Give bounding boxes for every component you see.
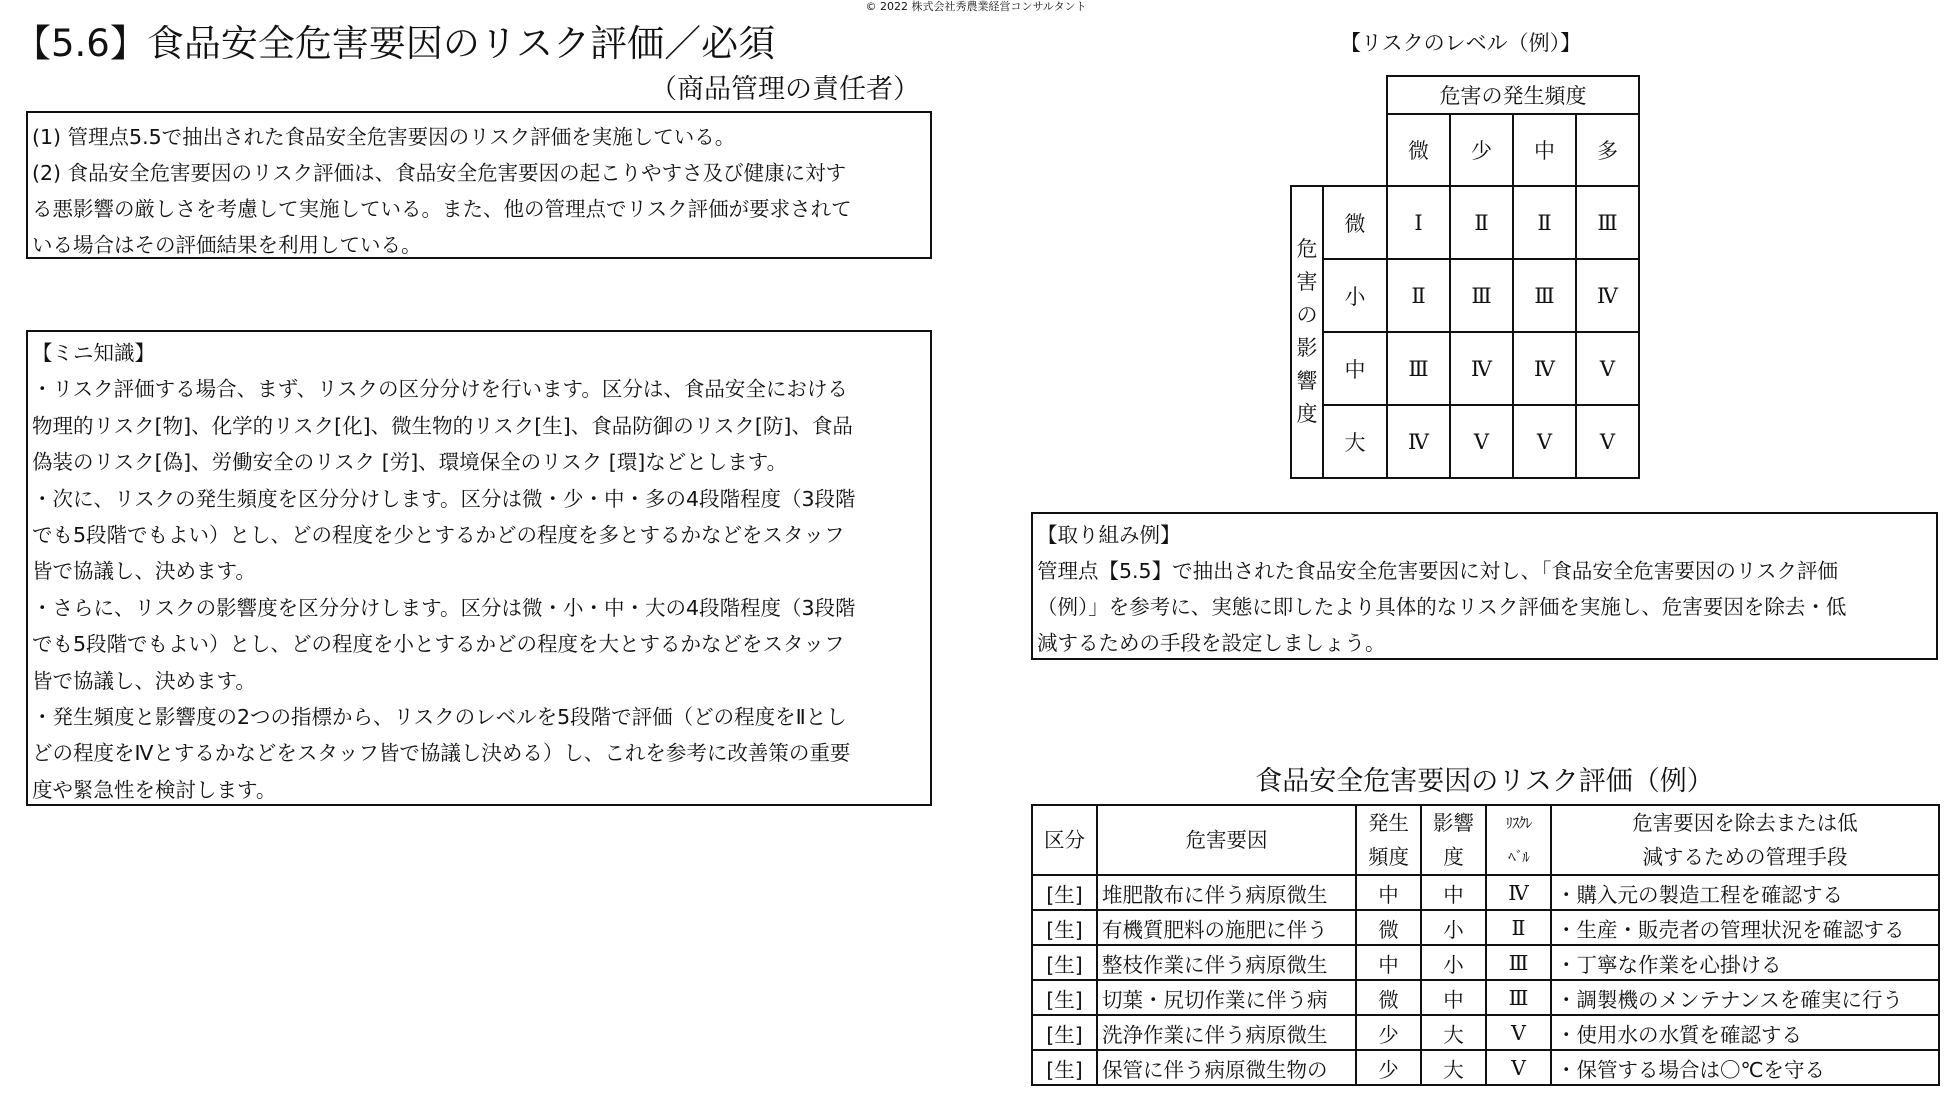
frequency-cell: 微	[1356, 980, 1421, 1015]
header-impact-line: 度	[1443, 845, 1464, 869]
frequency-level: 少	[1450, 114, 1513, 186]
hazard-cell: 保管に伴う病原微生物の	[1097, 1050, 1356, 1085]
requirement-line: いる場合はその評価結果を利用している。	[32, 233, 422, 257]
header-frequency-line: 頻度	[1368, 845, 1409, 869]
frequency-cell: 中	[1356, 945, 1421, 980]
category-cell: [生]	[1032, 910, 1097, 945]
risk-level-cell: Ⅲ	[1450, 259, 1513, 332]
matrix-corner	[1291, 114, 1387, 186]
impact-cell: 小	[1421, 945, 1486, 980]
mini-knowledge-line: でも5段階でもよい）とし、どの程度を小とするかどの程度を大とするかなどをスタッフ	[32, 632, 845, 657]
mini-knowledge-line: 度や緊急性を検討します。	[32, 777, 277, 802]
impact-level: 小	[1323, 259, 1387, 332]
measure-cell: ・使用水の水質を確認する	[1551, 1015, 1939, 1050]
frequency-level: 多	[1576, 114, 1639, 186]
impact-header-char: 響	[1296, 369, 1318, 393]
frequency-header: 危害の発生頻度	[1387, 76, 1639, 114]
hazard-cell: 切葉・尻切作業に伴う病	[1097, 980, 1356, 1015]
evaluation-title: 食品安全危害要因のリスク評価（例）	[1255, 766, 1714, 797]
frequency-cell: 少	[1356, 1050, 1421, 1085]
impact-level: 大	[1323, 405, 1387, 478]
header-measure-line: 危害要因を除去または低	[1632, 811, 1858, 835]
risk-level-cell: Ⅳ	[1576, 259, 1639, 332]
copyright-notice: © 2022 株式会社秀農業経営コンサルタント	[865, 0, 1087, 13]
risk-level-cell: Ⅱ	[1387, 259, 1450, 332]
mini-knowledge-line: ・リスク評価する場合、まず、リスクの区分分けを行います。区分は、食品安全における	[32, 377, 848, 402]
hazard-cell: 堆肥散布に伴う病原微生	[1097, 875, 1356, 910]
impact-cell: 大	[1421, 1050, 1486, 1085]
risk-level-cell: Ⅴ	[1513, 405, 1576, 478]
frequency-cell: 中	[1356, 875, 1421, 910]
header-impact	[1421, 805, 1486, 875]
page-title: 【5.6】食品安全危害要因のリスク評価／必須	[14, 22, 776, 65]
risk-level-cell: Ⅳ	[1513, 332, 1576, 405]
risk-level-cell: Ⅴ	[1486, 1015, 1551, 1050]
mini-knowledge-line: ・さらに、リスクの影響度を区分分けします。区分は微・小・中・大の4段階程度（3段階	[32, 595, 856, 620]
impact-cell: 小	[1421, 910, 1486, 945]
frequency-cell: 少	[1356, 1015, 1421, 1050]
measure-cell: ・丁寧な作業を心掛ける	[1551, 945, 1939, 980]
measure-cell: ・調製機のメンテナンスを確実に行う	[1551, 980, 1939, 1015]
category-cell: [生]	[1032, 1015, 1097, 1050]
risk-level-matrix	[1290, 75, 1640, 479]
requirements-box	[26, 111, 932, 259]
table-row	[1032, 910, 1939, 945]
impact-header	[1291, 186, 1323, 478]
requirement-line: (1) 管理点5.5で抽出された食品安全危害要因のリスク評価を実施している。	[32, 125, 736, 149]
responsible-person: （商品管理の責任者）	[650, 74, 920, 105]
frequency-cell: 微	[1356, 910, 1421, 945]
impact-header-char: の	[1296, 303, 1318, 327]
risk-level-cell: Ⅰ	[1387, 186, 1450, 259]
risk-level-cell: Ⅳ	[1486, 875, 1551, 910]
impact-level: 微	[1323, 186, 1387, 259]
table-row	[1032, 1015, 1939, 1050]
table-row	[1032, 945, 1939, 980]
requirement-line: (2) 食品安全危害要因のリスク評価は、食品安全危害要因の起こりやすさ及び健康に対す	[32, 161, 847, 185]
example-heading: 【取り組み例】	[1037, 523, 1181, 547]
impact-level: 中	[1323, 332, 1387, 405]
impact-header-char: 影	[1296, 336, 1318, 360]
frequency-level: 中	[1513, 114, 1576, 186]
risk-level-title: 【リスクのレベル（例）】	[1340, 31, 1582, 55]
risk-level-cell: Ⅱ	[1486, 910, 1551, 945]
category-cell: [生]	[1032, 1050, 1097, 1085]
risk-level-cell: Ⅲ	[1513, 259, 1576, 332]
requirement-line: る悪影響の厳しさを考慮して実施している。また、他の管理点でリスク評価が要求されて	[32, 197, 852, 221]
header-frequency-line: 発生	[1368, 811, 1409, 835]
header-impact-line: 影響	[1433, 811, 1474, 835]
hazard-cell: 整枝作業に伴う病原微生	[1097, 945, 1356, 980]
impact-header-char: 害	[1296, 270, 1318, 294]
mini-knowledge-line: でも5段階でもよい）とし、どの程度を少とするかどの程度を多とするかなどをスタッフ	[32, 523, 845, 548]
risk-level-cell: Ⅴ	[1486, 1050, 1551, 1085]
risk-level-cell: Ⅲ	[1486, 980, 1551, 1015]
header-hazard: 危害要因	[1097, 805, 1356, 875]
risk-level-cell: Ⅴ	[1576, 405, 1639, 478]
risk-level-cell: Ⅲ	[1576, 186, 1639, 259]
category-cell: [生]	[1032, 875, 1097, 910]
impact-cell: 中	[1421, 875, 1486, 910]
example-line: 減するための手段を設定しましょう。	[1037, 631, 1386, 655]
mini-knowledge-line: どの程度をⅣとするかなどをスタッフ皆で協議し決める）し、これを参考に改善策の重要	[32, 741, 851, 766]
risk-level-cell: Ⅱ	[1513, 186, 1576, 259]
hazard-cell: 有機質肥料の施肥に伴う	[1097, 910, 1356, 945]
header-frequency	[1356, 805, 1421, 875]
impact-header-char: 度	[1296, 402, 1318, 426]
risk-level-cell: Ⅲ	[1387, 332, 1450, 405]
mini-knowledge-heading: 【ミニ知識】	[32, 341, 155, 365]
mini-knowledge-line: 偽装のリスク[偽]、労働安全のリスク [労]、環境保全のリスク [環]などとします。	[32, 450, 788, 475]
header-risk-level-line: ﾘｽｸﾚ	[1505, 814, 1532, 832]
header-measure	[1551, 805, 1939, 875]
mini-knowledge-line: 物理的リスク[物]、化学的リスク[化]、微生物的リスク[生]、食品防御のリスク[防]、食品	[32, 413, 853, 438]
header-category: 区分	[1032, 805, 1097, 875]
table-row	[1032, 980, 1939, 1015]
category-cell: [生]	[1032, 980, 1097, 1015]
risk-level-cell: Ⅲ	[1486, 945, 1551, 980]
measure-cell: ・生産・販売者の管理状況を確認する	[1551, 910, 1939, 945]
risk-level-cell: Ⅳ	[1387, 405, 1450, 478]
mini-knowledge-line: 皆で協議し、決めます。	[32, 559, 256, 584]
evaluation-table	[1031, 804, 1940, 1086]
risk-level-cell: Ⅱ	[1450, 186, 1513, 259]
mini-knowledge-line: ・次に、リスクの発生頻度を区分分けします。区分は微・少・中・多の4段階程度（3段階	[32, 486, 856, 511]
category-cell: [生]	[1032, 945, 1097, 980]
risk-level-cell: Ⅴ	[1450, 405, 1513, 478]
example-line: 管理点【5.5】で抽出された食品安全危害要因に対し、「食品安全危害要因のリスク評価	[1037, 559, 1838, 583]
header-risk-level-line: ﾍﾞﾙ	[1508, 848, 1529, 866]
mini-knowledge-box	[26, 330, 932, 806]
header-measure-line: 減するための管理手段	[1642, 845, 1848, 869]
table-row	[1032, 1050, 1939, 1085]
risk-level-cell: Ⅴ	[1576, 332, 1639, 405]
frequency-level: 微	[1387, 114, 1450, 186]
example-box	[1031, 512, 1938, 660]
measure-cell: ・購入元の製造工程を確認する	[1551, 875, 1939, 910]
impact-header-char: 危	[1296, 237, 1318, 261]
measure-cell: ・保管する場合は〇℃を守る	[1551, 1050, 1939, 1085]
risk-level-cell: Ⅳ	[1450, 332, 1513, 405]
mini-knowledge-line: ・発生頻度と影響度の2つの指標から、リスクのレベルを5段階で評価（どの程度をⅡとし	[32, 705, 847, 730]
mini-knowledge-line: 皆で協議し、決めます。	[32, 668, 256, 693]
matrix-corner	[1291, 76, 1387, 114]
table-row	[1032, 875, 1939, 910]
impact-cell: 大	[1421, 1015, 1486, 1050]
example-line: （例）」を参考に、実態に即したより具体的なリスク評価を実施し、危害要因を除去・低	[1037, 595, 1847, 619]
impact-cell: 中	[1421, 980, 1486, 1015]
header-risk-level	[1486, 805, 1551, 875]
hazard-cell: 洗浄作業に伴う病原微生	[1097, 1015, 1356, 1050]
